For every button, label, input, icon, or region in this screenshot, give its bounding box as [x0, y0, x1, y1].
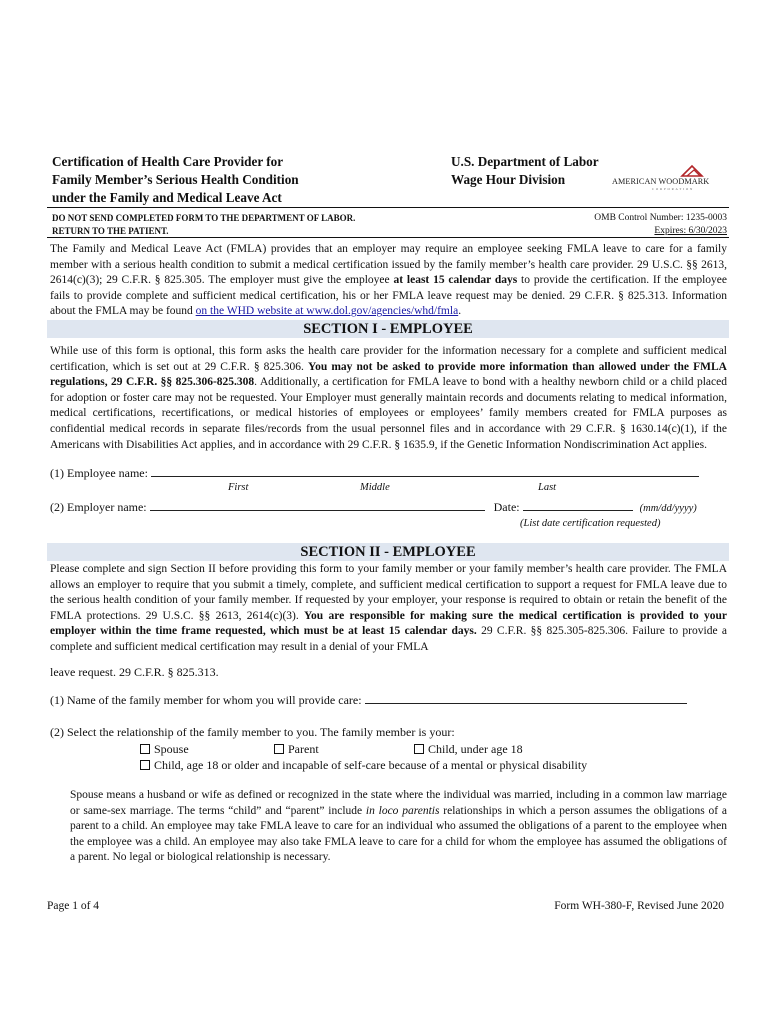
family-member-name-field[interactable]: [365, 692, 687, 704]
notice-line: RETURN TO THE PATIENT.: [52, 225, 169, 236]
first-name-label: First: [228, 482, 249, 493]
section-2-paragraph-end: leave request. 29 C.F.R. § 825.313.: [50, 665, 219, 679]
section-2-emphasis: You are responsible for making sure the medical certification is provided to your employer within the time frame requested, which must be at least 15 calendar days.: [50, 609, 727, 638]
employer-name-label: (2) Employer name:: [50, 500, 147, 514]
company-logo: [612, 164, 722, 192]
logo-subtext: CORPORATION: [652, 187, 695, 191]
employer-name-field[interactable]: [150, 499, 485, 511]
agency-line: Wage Hour Division: [451, 172, 566, 187]
employee-name-field[interactable]: [151, 465, 699, 477]
section-2-text: Please complete and sign Section II before providing this form to your family member or your family member’s health care provider. The FMLA allows an employer to require that you submit a timely, complete, and sufficient medical certification to support a request for FMLA leave due to the serious health condition of your family member. If requested by your employer, your response is required to obtain or retain the benefit of the FMLA protections. 29 U.S.C. §§ 2613, 2614(c)(3).: [50, 563, 727, 622]
intro-paragraph: [50, 242, 727, 320]
definitions-italic: in loco parentis: [365, 804, 440, 817]
family-member-name-row: [50, 692, 730, 708]
family-member-name-label: (1) Name of the family member for whom you will provide care:: [50, 693, 362, 707]
section-2-header: SECTION II - EMPLOYEE: [47, 543, 729, 561]
date-requested-hint: (List date certification requested): [520, 518, 661, 529]
notice-rule: [47, 237, 729, 238]
section-1-text: While use of this form is optional, this form asks the health care provider for the information necessary for a complete and sufficient medical certification, which is set out at 29 C.F.R. § 825.306.: [50, 345, 727, 373]
middle-name-label: Middle: [360, 482, 390, 493]
intro-text: The Family and Medical Leave Act (FMLA) provides that an employer may require an employee seeking FMLA leave to care for a family member with a serious health condition to submit a medical certification issued by the family member’s health care provider. 29 U.S.C. §§ 2613, 2614(c)(3); 29 C.F.R. § 825.305. The employer must give the employee: [50, 243, 727, 287]
option-label: Spouse: [154, 742, 189, 756]
agency-line: U.S. Department of Labor: [451, 154, 599, 169]
section-1-header: SECTION I - EMPLOYEE: [47, 320, 729, 338]
omb-info: [520, 212, 727, 237]
intro-text: .: [458, 305, 462, 318]
checkbox-icon[interactable]: [140, 744, 150, 754]
checkbox-icon[interactable]: [274, 744, 284, 754]
definitions-paragraph: [70, 788, 727, 866]
relationship-option-child-over-18[interactable]: [140, 758, 587, 773]
date-field[interactable]: [523, 499, 633, 511]
last-name-label: Last: [538, 482, 557, 493]
omb-expiration: Expires: 6/30/2023: [654, 225, 727, 236]
relationship-option-child-under-18[interactable]: [414, 742, 523, 757]
section-2-text: 29 C.F.R. §§ 825.305-825.306. Failure to provide a complete and sufficient medical certification may result in a denial of your FMLA: [50, 625, 727, 653]
section-2-paragraph: [50, 562, 727, 656]
form-title-line: Certification of Health Care Provider for: [52, 154, 284, 169]
date-format-hint: (mm/dd/yyyy): [639, 503, 697, 514]
intro-emphasis: at least 15 calendar days: [393, 274, 518, 287]
date-label: Date:: [493, 500, 520, 514]
notice-line: DO NOT SEND COMPLETED FORM TO THE DEPARTMENT OF LABOR.: [52, 213, 356, 223]
logo-text: AMERICAN WOODMARK: [612, 177, 710, 186]
form-title-line: under the Family and Medical Leave Act: [52, 190, 282, 205]
employee-name-label: (1) Employee name:: [50, 466, 148, 480]
definitions-text: Spouse means a husband or wife as defined or recognized in the state where the individual was married, including in a common law marriage or same-sex marriage. The terms “child” and “parent” include: [70, 789, 727, 817]
relationship-option-spouse[interactable]: [140, 742, 189, 757]
page-number: Page 1 of 4: [47, 900, 100, 912]
form-identifier: Form WH-380-F, Revised June 2020: [554, 900, 724, 912]
logo-mark-icon: [612, 164, 722, 178]
return-notice: [52, 212, 432, 237]
form-title-line: Family Member’s Serious Health Condition: [52, 172, 299, 187]
relationship-option-parent[interactable]: [274, 742, 319, 757]
checkbox-icon[interactable]: [140, 760, 150, 770]
definitions-text: relationships in which a person assumes the obligations of a parent to a child. An employee may take FMLA leave to care for an individual who assumed the obligations of a parent to the employee when the employee was a child. An employee may also take FMLA leave to care for a child for whom the employee has assumed the obligations of a parent. No legal or biological relationship is necessary.: [70, 804, 727, 864]
section-1-text: . Additionally, a certification for FMLA leave to bond with a healthy newborn child or a child placed for adoption or foster care may not be requested. Your Employer must generally maintain records and documents relating to medical information, medical certifications, recertifications, or medical histories of employees or employees’ family members created for FMLA purposes as confidential medical records in separate files/records from the usual personnel files and in accordance with 29 C.F.R. § 1630.14(c)(1), if the Americans with Disabilities Act applies, and in accordance with 29 C.F.R. § 1635.9, if the Genetic Information Nondiscrimination Act applies.: [50, 376, 727, 451]
option-label: Child, under age 18: [428, 742, 523, 756]
omb-control-number: OMB Control Number: 1235-0003: [594, 213, 727, 223]
option-label: Parent: [288, 742, 319, 756]
form-title: [52, 153, 382, 207]
relationship-question: (2) Select the relationship of the family member to you. The family member is your:: [50, 725, 455, 739]
employer-name-row: [50, 499, 730, 515]
header-rule: [47, 207, 729, 208]
option-label: Child, age 18 or older and incapable of self-care because of a mental or physical disability: [154, 758, 588, 772]
section-1-emphasis: You may not be asked to provide more information than allowed under the FMLA regulations, 29 C.F.R. §§ 825.306-825.308: [50, 360, 727, 389]
section-1-paragraph: [50, 344, 727, 453]
employee-name-row: [50, 465, 730, 481]
intro-text: to provide the certification. If the employee fails to provide complete and sufficient medical certification, his or her FMLA leave request may be denied. 29 C.F.R. § 825.313. Information about the FMLA may be found: [50, 274, 728, 318]
checkbox-icon[interactable]: [414, 744, 424, 754]
whd-website-link[interactable]: on the WHD website at www.dol.gov/agencies/whd/fmla: [195, 305, 459, 318]
